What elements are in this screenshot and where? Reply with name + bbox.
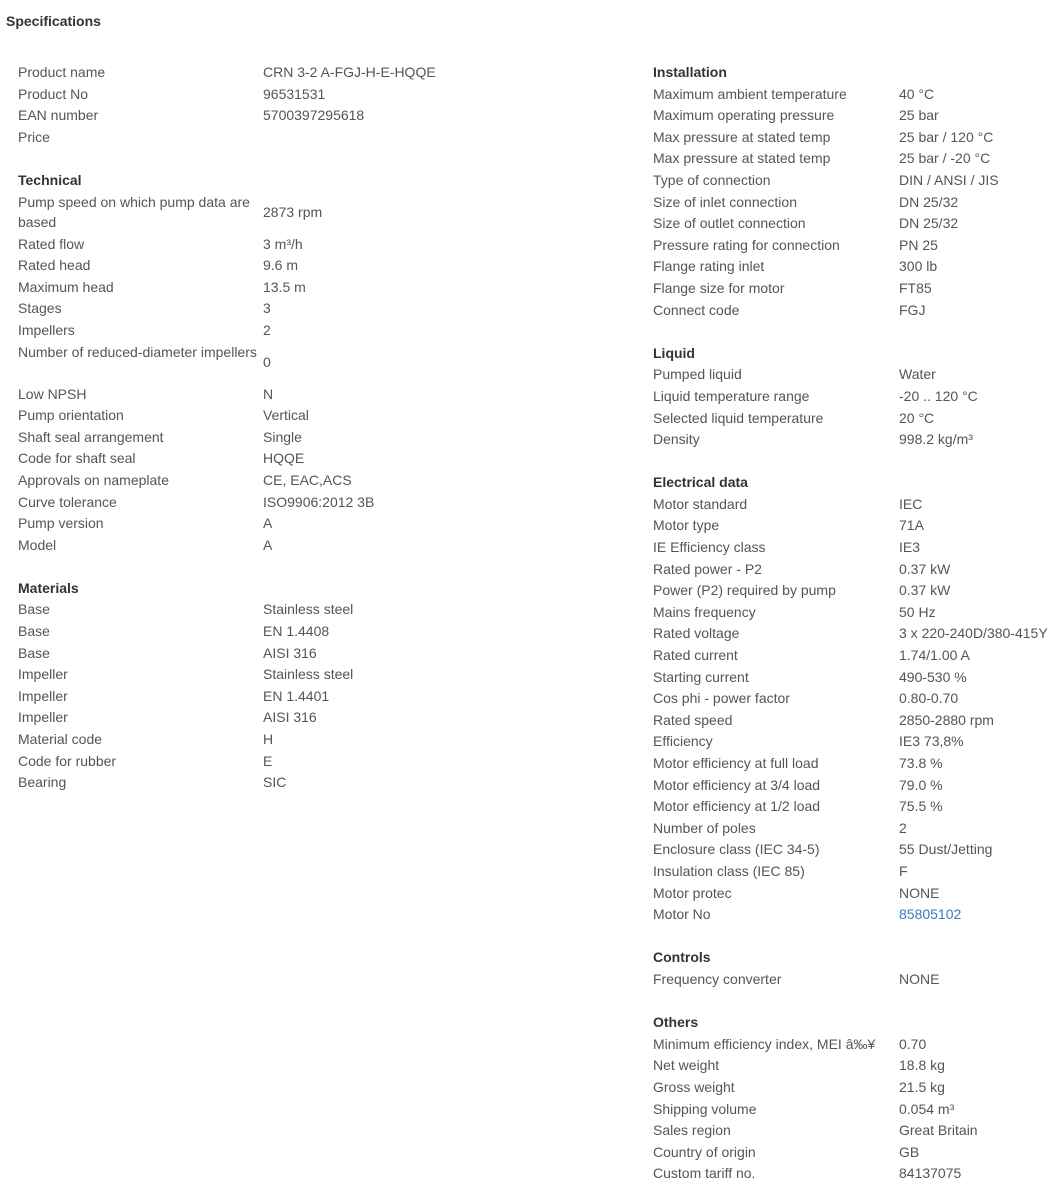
- spec-value: 300 lb: [899, 258, 938, 275]
- spec-row: [653, 1034, 1051, 1056]
- spec-label: Low NPSH: [18, 385, 87, 402]
- spec-label: Pump speed on which pump data are based: [18, 193, 250, 230]
- spec-row: [18, 664, 468, 686]
- spec-value: DN 25/32: [899, 193, 959, 210]
- spec-label: Rated flow: [18, 235, 85, 252]
- spec-row: [18, 492, 468, 514]
- spec-label: Model: [18, 536, 57, 553]
- spec-label: Max pressure at stated temp: [653, 128, 831, 145]
- spec-value: 1.74/1.00 A: [899, 647, 970, 664]
- spec-label: Product name: [18, 64, 106, 80]
- spec-label: Base: [18, 644, 50, 661]
- spec-label: Motor protec: [653, 884, 732, 901]
- installation-section: [653, 62, 1051, 321]
- materials-section: [18, 578, 468, 794]
- controls-section: [653, 947, 1051, 990]
- spec-row: [653, 775, 1051, 797]
- spec-label: Maximum head: [18, 278, 114, 295]
- spec-label: Code for rubber: [18, 752, 117, 769]
- spec-value: H: [263, 731, 274, 748]
- spec-label: Cos phi - power factor: [653, 690, 790, 707]
- spec-label: Motor efficiency at 1/2 load: [653, 798, 821, 815]
- spec-value: Stainless steel: [263, 666, 354, 683]
- spec-row: [653, 494, 1051, 516]
- spec-value: AISI 316: [263, 644, 317, 661]
- spec-value: DIN / ANSI / JIS: [899, 171, 999, 188]
- spec-row: [18, 255, 468, 277]
- spec-label: Connect code: [653, 301, 740, 318]
- spec-label: Size of inlet connection: [653, 193, 797, 210]
- spec-value: 79.0 %: [899, 776, 943, 793]
- spec-row: [653, 580, 1051, 602]
- spec-row: [653, 408, 1051, 430]
- spec-value: PN 25: [899, 236, 938, 253]
- spec-value: 18.8 kg: [899, 1057, 945, 1074]
- spec-label: Base: [18, 623, 50, 640]
- spec-row: [653, 1099, 1051, 1121]
- spec-row: [653, 127, 1051, 149]
- spec-value: CE, EAC,ACS: [263, 471, 352, 488]
- spec-value: ISO9906:2012 3B: [263, 493, 375, 510]
- spec-value: 0: [263, 353, 271, 370]
- spec-label: Starting current: [653, 668, 749, 685]
- spec-value: 3 m³/h: [263, 235, 303, 252]
- electrical-section: [653, 472, 1051, 925]
- spec-label: Maximum ambient temperature: [653, 85, 847, 102]
- spec-value: NONE: [899, 970, 940, 987]
- spec-value: 96531531: [263, 85, 326, 102]
- spec-label: Density: [653, 431, 700, 448]
- spec-label: Product No: [18, 85, 89, 102]
- spec-value: AISI 316: [263, 709, 317, 726]
- spec-label: Net weight: [653, 1057, 720, 1074]
- spec-row: [18, 105, 468, 127]
- general-section: [18, 62, 468, 148]
- spec-row: [653, 623, 1051, 645]
- spec-row: [653, 839, 1051, 861]
- spec-label: Liquid temperature range: [653, 387, 810, 404]
- spec-value: IE3 73,8%: [899, 733, 964, 750]
- spec-value: A: [263, 515, 273, 532]
- section-title-technical: Technical: [18, 171, 82, 188]
- spec-label: Number of reduced-diameter impellers: [18, 343, 257, 360]
- spec-label: Pressure rating for connection: [653, 236, 840, 253]
- spec-label: Price: [18, 128, 50, 145]
- spec-value: EN 1.4408: [263, 623, 330, 640]
- spec-row: [653, 861, 1051, 883]
- spec-value: Single: [263, 428, 302, 445]
- spec-value: N: [263, 385, 274, 402]
- spec-row: [653, 170, 1051, 192]
- spec-row: [653, 559, 1051, 581]
- spec-row: [18, 470, 468, 492]
- section-title-controls: Controls: [653, 949, 711, 966]
- spec-label: Custom tariff no.: [653, 1165, 756, 1182]
- spec-row: [18, 751, 468, 773]
- spec-value: 25 bar: [899, 107, 939, 124]
- spec-value: IEC: [899, 495, 923, 512]
- spec-value: 2873 rpm: [263, 203, 323, 220]
- spec-row: [653, 515, 1051, 537]
- spec-row: [653, 667, 1051, 689]
- spec-value: A: [263, 536, 273, 553]
- spec-label: Minimum efficiency index, MEI â‰¥: [653, 1035, 876, 1052]
- spec-label: Flange rating inlet: [653, 258, 765, 275]
- spec-label: Power (P2) required by pump: [653, 582, 836, 599]
- spec-value: 0.054 m³: [899, 1100, 955, 1117]
- spec-label: IE Efficiency class: [653, 539, 766, 556]
- spec-row: [653, 969, 1051, 991]
- spec-row: [18, 448, 468, 470]
- spec-value: 0.37 kW: [899, 560, 951, 577]
- spec-value: 998.2 kg/m³: [899, 431, 973, 448]
- spec-value: 0.80-0.70: [899, 690, 959, 707]
- spec-value: 71A: [899, 517, 924, 534]
- spec-value: CRN 3-2 A-FGJ-H-E-HQQE: [263, 64, 436, 80]
- spec-label: Type of connection: [653, 171, 771, 188]
- page-title: Specifications: [6, 13, 101, 29]
- spec-label: Sales region: [653, 1122, 731, 1139]
- spec-row: [18, 772, 468, 794]
- spec-row: [18, 643, 468, 665]
- spec-value: IE3: [899, 539, 921, 556]
- spec-label: Shipping volume: [653, 1100, 757, 1117]
- spec-row: [18, 599, 468, 621]
- spec-value: 490-530 %: [899, 668, 967, 685]
- spec-row: [653, 1055, 1051, 1077]
- spec-value: 5700397295618: [263, 107, 365, 124]
- spec-label: Rated voltage: [653, 625, 740, 642]
- spec-label: Maximum operating pressure: [653, 107, 835, 124]
- spec-label: Max pressure at stated temp: [653, 150, 831, 167]
- spec-label: Mains frequency: [653, 603, 756, 620]
- spec-label: Rated head: [18, 257, 91, 274]
- spec-label: EAN number: [18, 107, 99, 124]
- spec-label: Impellers: [18, 321, 75, 338]
- section-title-electrical: Electrical data: [653, 474, 748, 491]
- spec-row: [653, 235, 1051, 257]
- spec-value: 84137075: [899, 1165, 962, 1182]
- spec-label: Base: [18, 601, 50, 618]
- spec-label: Motor type: [653, 517, 720, 534]
- spec-value: 2850-2880 rpm: [899, 711, 994, 728]
- spec-row: [18, 62, 468, 84]
- spec-label: Curve tolerance: [18, 493, 117, 510]
- spec-row: [18, 384, 468, 406]
- spec-label: Code for shaft seal: [18, 450, 136, 467]
- spec-label: Enclosure class (IEC 34-5): [653, 841, 820, 858]
- spec-value: 3: [263, 300, 271, 317]
- spec-row: [653, 1120, 1051, 1142]
- spec-value: Stainless steel: [263, 601, 354, 618]
- spec-label: Selected liquid temperature: [653, 409, 824, 426]
- spec-row: [653, 602, 1051, 624]
- spec-value: 3 x 220-240D/380-415Y: [899, 625, 1048, 642]
- spec-label: Impeller: [18, 709, 68, 726]
- spec-row: [653, 278, 1051, 300]
- spec-row: [653, 1077, 1051, 1099]
- spec-label: Approvals on nameplate: [18, 471, 169, 488]
- spec-value: FGJ: [899, 301, 926, 318]
- spec-label: Stages: [18, 300, 62, 317]
- spec-row: [653, 645, 1051, 667]
- spec-value: 55 Dust/Jetting: [899, 841, 993, 858]
- spec-value: F: [899, 862, 908, 879]
- spec-label: Material code: [18, 731, 103, 748]
- spec-value: Water: [899, 366, 936, 383]
- spec-row: [18, 127, 468, 149]
- left-column: [18, 62, 468, 794]
- spec-label: Frequency converter: [653, 970, 782, 987]
- spec-value: 0.70: [899, 1035, 927, 1052]
- spec-label: Country of origin: [653, 1143, 756, 1160]
- section-title-installation: Installation: [653, 64, 727, 80]
- spec-value: GB: [899, 1143, 920, 1160]
- spec-value: 25 bar / 120 °C: [899, 128, 994, 145]
- spec-value: FT85: [899, 279, 932, 296]
- spec-label: Motor efficiency at full load: [653, 755, 819, 771]
- spec-row: [653, 84, 1051, 106]
- spec-row: [18, 320, 468, 342]
- spec-row: [18, 84, 468, 106]
- spec-value: SIC: [263, 774, 287, 791]
- spec-row: [653, 710, 1051, 732]
- spec-row: [653, 796, 1051, 818]
- spec-value: 2: [263, 321, 271, 338]
- spec-row: [18, 277, 468, 299]
- spec-label: Impeller: [18, 666, 68, 683]
- liquid-section: [653, 343, 1051, 451]
- spec-row: [653, 256, 1051, 278]
- spec-row: [653, 148, 1051, 170]
- spec-label: Motor standard: [653, 495, 748, 512]
- spec-value: Great Britain: [899, 1122, 978, 1139]
- technical-section: [18, 170, 468, 556]
- spec-label: Pumped liquid: [653, 366, 742, 383]
- others-section: [653, 1012, 1051, 1185]
- spec-row: [18, 405, 468, 427]
- spec-row: [18, 621, 468, 643]
- spec-label: Motor efficiency at 3/4 load: [653, 776, 821, 793]
- spec-row: [18, 686, 468, 708]
- spec-label: Gross weight: [653, 1078, 735, 1095]
- spec-label: Number of poles: [653, 819, 756, 836]
- spec-value: Vertical: [263, 407, 309, 424]
- spec-value: DN 25/32: [899, 215, 959, 232]
- spec-row: [653, 818, 1051, 840]
- spec-value: 21.5 kg: [899, 1078, 945, 1095]
- spec-label: Flange size for motor: [653, 279, 785, 296]
- spec-value: 20 °C: [899, 409, 935, 426]
- spec-row: [653, 883, 1051, 905]
- spec-label: Rated current: [653, 647, 738, 664]
- spec-row: [18, 535, 468, 557]
- spec-value: 40 °C: [899, 85, 935, 102]
- spec-value: 0.37 kW: [899, 582, 951, 599]
- spec-row: [18, 234, 468, 256]
- spec-value: 25 bar / -20 °C: [899, 150, 991, 167]
- spec-row: [18, 707, 468, 729]
- spec-row: [653, 537, 1051, 559]
- motor-no-link[interactable]: 85805102: [899, 906, 962, 923]
- spec-value: -20 .. 120 °C: [899, 387, 978, 404]
- spec-label: Impeller: [18, 687, 68, 704]
- spec-value: 73.8 %: [899, 755, 943, 771]
- section-title-liquid: Liquid: [653, 344, 695, 361]
- spec-row: [653, 753, 1051, 775]
- spec-row: [18, 513, 468, 535]
- spec-value: EN 1.4401: [263, 687, 330, 704]
- spec-row: [653, 429, 1051, 451]
- spec-row: [653, 364, 1051, 386]
- spec-row: [653, 688, 1051, 710]
- spec-row: [653, 1142, 1051, 1164]
- spec-row: [653, 731, 1051, 753]
- section-title-others: Others: [653, 1014, 699, 1031]
- spec-row: [18, 342, 468, 384]
- spec-value: 2: [899, 819, 907, 836]
- spec-label: Shaft seal arrangement: [18, 428, 164, 445]
- spec-label: Bearing: [18, 774, 67, 791]
- spec-row: [653, 1163, 1051, 1185]
- spec-row: [653, 904, 1051, 926]
- spec-row: [653, 105, 1051, 127]
- section-title-materials: Materials: [18, 579, 79, 596]
- spec-row: [653, 386, 1051, 408]
- spec-label: Rated speed: [653, 711, 733, 728]
- spec-value: E: [263, 752, 273, 769]
- spec-row: [18, 427, 468, 449]
- spec-value: 13.5 m: [263, 278, 306, 295]
- spec-label: Pump orientation: [18, 407, 124, 424]
- spec-row: [18, 729, 468, 751]
- spec-value: 50 Hz: [899, 603, 936, 620]
- spec-label: Efficiency: [653, 733, 713, 750]
- spec-row: [653, 213, 1051, 235]
- spec-row: [18, 298, 468, 320]
- spec-row: [653, 192, 1051, 214]
- spec-row: [18, 192, 468, 234]
- spec-row: [653, 300, 1051, 322]
- spec-label: Motor No: [653, 906, 711, 923]
- spec-value: 9.6 m: [263, 257, 299, 274]
- spec-label: Size of outlet connection: [653, 215, 806, 232]
- right-column: [653, 62, 1051, 1185]
- spec-value: 75.5 %: [899, 798, 943, 815]
- spec-value: HQQE: [263, 450, 305, 467]
- spec-label: Rated power - P2: [653, 560, 762, 577]
- spec-label: Insulation class (IEC 85): [653, 862, 805, 879]
- spec-label: Pump version: [18, 515, 104, 532]
- spec-value: NONE: [899, 884, 940, 901]
